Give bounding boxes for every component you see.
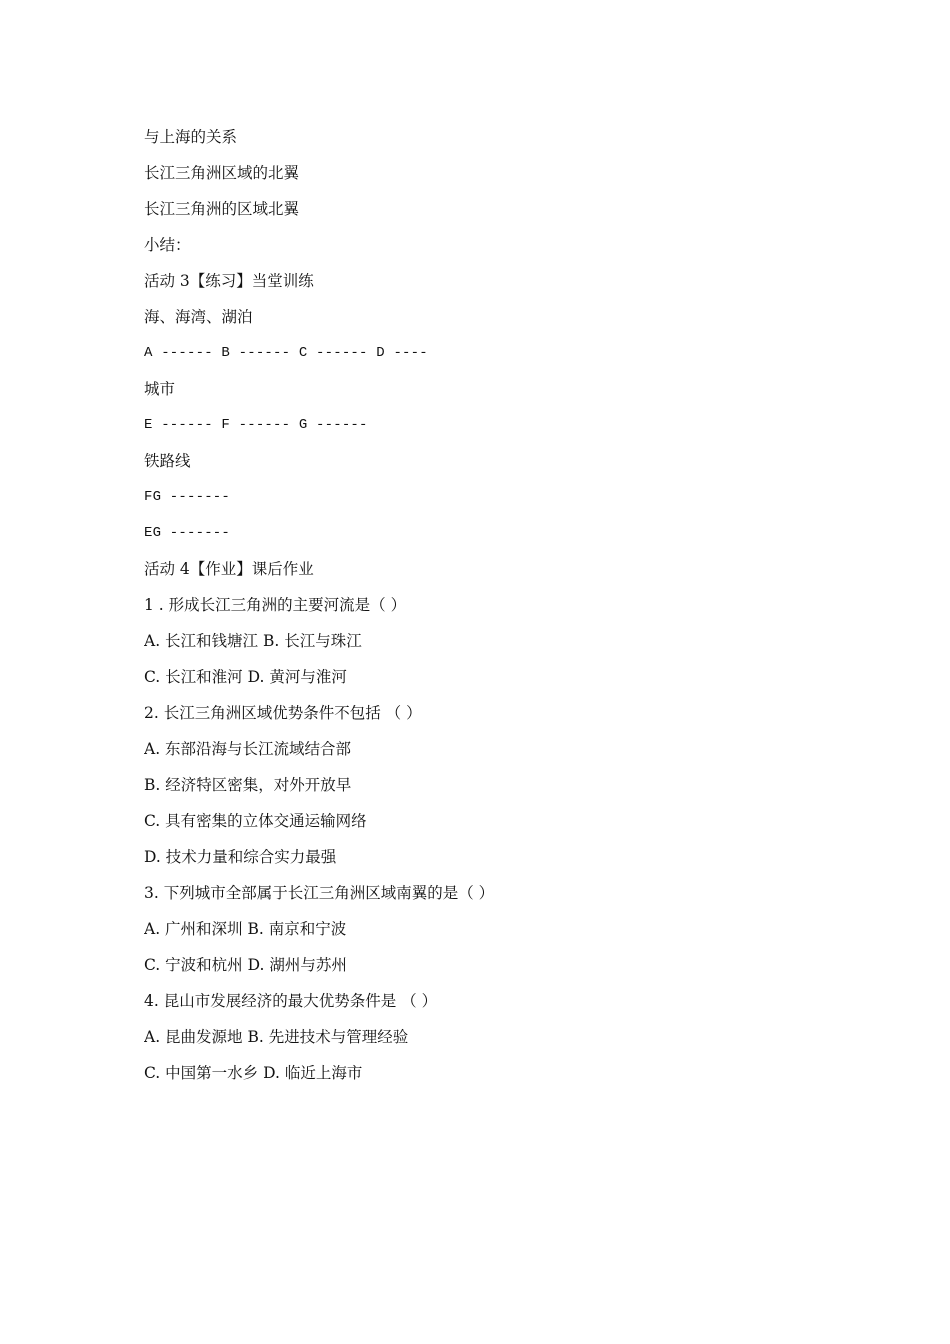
text-line: 长江三角洲区域的北翼 [144, 164, 300, 182]
activity-4-heading: 活动 4【作业】课后作业 [144, 560, 314, 578]
activity-3-heading: 活动 3【练习】当堂训练 [144, 272, 314, 290]
question-4: 4. 昆山市发展经济的最大优势条件是 （ ） [144, 992, 438, 1010]
question-1: 1 . 形成长江三角洲的主要河流是（ ） [144, 596, 407, 614]
question-4-options-cd: C. 中国第一水乡 D. 临近上海市 [144, 1064, 363, 1082]
question-4-options-ab: A. 昆曲发源地 B. 先进技术与管理经验 [144, 1028, 409, 1046]
fill-blank-line: A ------ B ------ C ------ D ---- [144, 345, 428, 361]
summary-heading: 小结： [144, 236, 191, 254]
text-line: 与上海的关系 [144, 128, 238, 146]
question-2-option-d: D. 技术力量和综合实力最强 [144, 848, 337, 866]
text-line: 铁路线 [144, 452, 191, 470]
question-2: 2. 长江三角洲区域优势条件不包括 （ ） [144, 704, 422, 722]
document-body [144, 124, 824, 1096]
fill-blank-line: FG ------- [144, 489, 231, 505]
question-1-options-ab: A. 长江和钱塘江 B. 长江与珠江 [144, 632, 362, 650]
question-1-options-cd: C. 长江和淮河 D. 黄河与淮河 [144, 668, 347, 686]
question-3-options-ab: A. 广州和深圳 B. 南京和宁波 [144, 920, 347, 938]
fill-blank-line: E ------ F ------ G ------ [144, 417, 368, 433]
text-line: 海、海湾、湖泊 [144, 308, 253, 326]
text-line: 城市 [144, 380, 176, 398]
fill-blank-line: EG ------- [144, 525, 231, 541]
text-line: 长江三角洲的区域北翼 [144, 200, 300, 218]
question-3-options-cd: C. 宁波和杭州 D. 湖州与苏州 [144, 956, 347, 974]
question-2-option-a: A. 东部沿海与长江流域结合部 [144, 740, 352, 758]
question-2-option-b: B. 经济特区密集，对外开放早 [144, 776, 352, 794]
question-2-option-c: C. 具有密集的立体交通运输网络 [144, 812, 367, 830]
question-3: 3. 下列城市全部属于长江三角洲区域南翼的是（ ） [144, 884, 495, 902]
